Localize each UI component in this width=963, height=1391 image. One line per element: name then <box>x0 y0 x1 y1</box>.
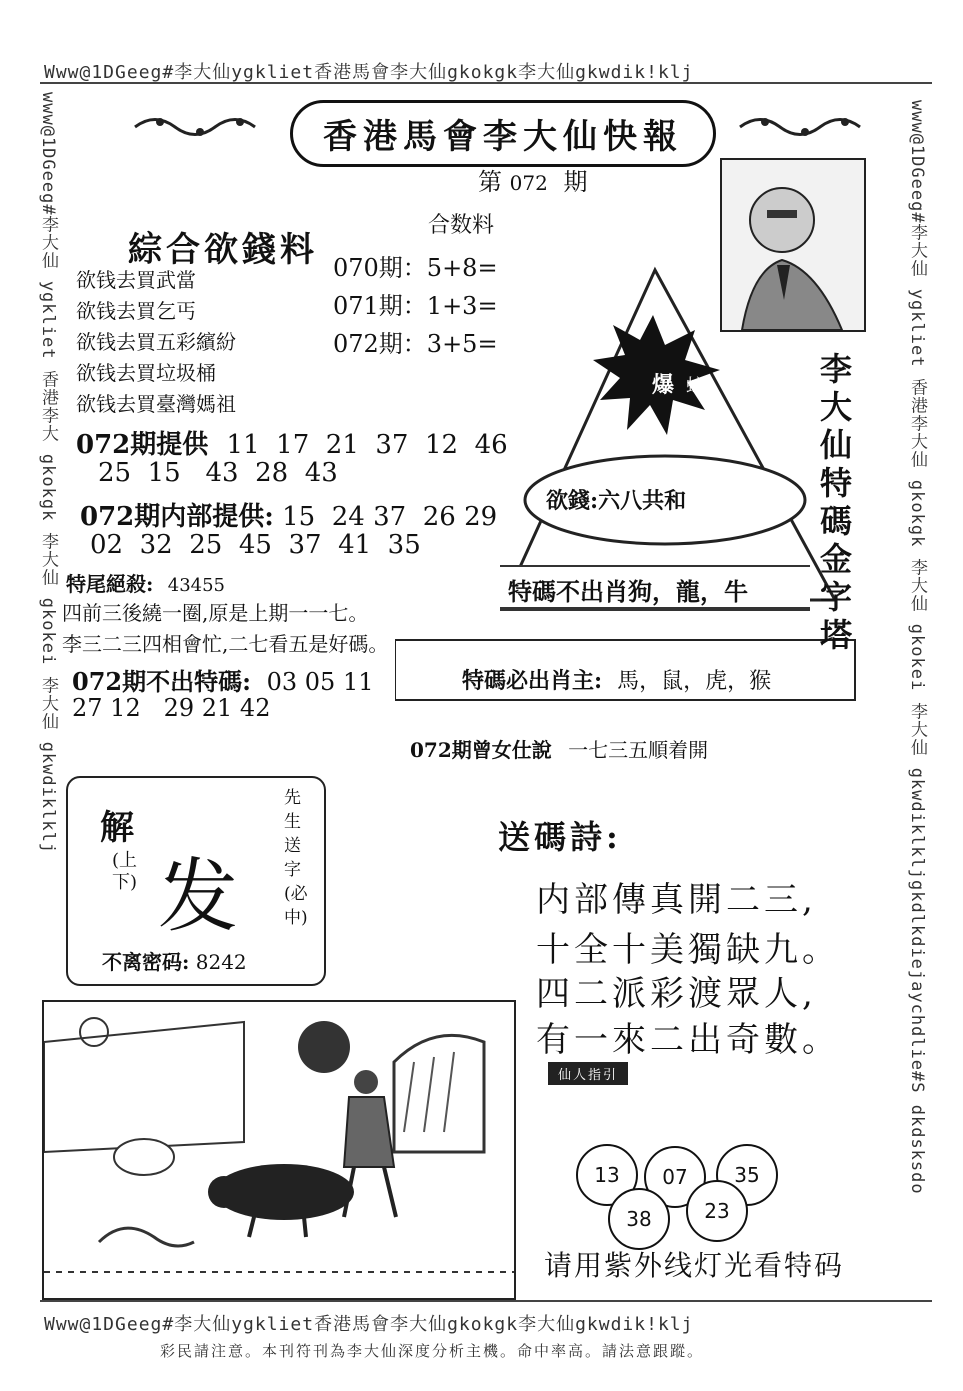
jie-char: 发 <box>158 850 238 943</box>
top-border <box>40 82 932 84</box>
combo-row: 070期：5+8= <box>333 254 498 282</box>
tail-kill <box>66 568 225 597</box>
not-out-line2: 27 12 29 21 42 <box>72 694 271 722</box>
combo-row: 071期：1+3= <box>333 292 498 320</box>
burst-char: 爆 <box>652 372 675 398</box>
zonghe-heading: 綜合欲錢料 <box>128 230 318 270</box>
yuqian-text: 欲錢:六八共和 <box>546 488 687 514</box>
header-ornament-right <box>735 110 875 144</box>
number-ball: 07 <box>644 1146 706 1208</box>
not-out-numbers: 03 05 11 <box>266 668 374 696</box>
must-out-label: 特碼必出肖主: <box>462 668 603 694</box>
zonghe-item: 欲钱去買武當 <box>76 268 196 292</box>
must-out-value: 馬，鼠，虎，猴 <box>617 669 772 694</box>
issue-number <box>478 162 587 197</box>
number-ball: 35 <box>716 1144 778 1206</box>
combo-heading: 合数料 <box>428 213 495 238</box>
tail-kill-label: 特尾絕殺: <box>66 572 154 596</box>
internal-numbers: 15 24 37 26 29 <box>282 502 498 532</box>
jie-code <box>102 946 247 975</box>
burst-text: 蛇 <box>686 376 704 397</box>
zonghe-item: 欲钱去買臺灣媽祖 <box>76 392 236 416</box>
zonghe-item: 欲钱去買垃圾桶 <box>76 361 216 385</box>
page-title: 香港馬會李大仙快報 <box>290 100 716 167</box>
jie-code-label: 不离密码: <box>102 950 190 974</box>
not-out-zodiac: 特碼不出肖狗，龍，牛 <box>508 577 748 606</box>
riddle-line: 李三二三四相會忙,二七看五是好碼。 <box>62 632 389 656</box>
jie-label: 解 <box>100 808 134 848</box>
pyramid-side-title: 李大仙特碼金字塔 <box>820 350 853 654</box>
combo-row: 072期：3+5= <box>333 330 498 358</box>
number-ball: 13 <box>576 1144 638 1206</box>
zeng-line <box>410 734 708 763</box>
poem-heading: 送碼詩: <box>498 818 622 856</box>
provide-numbers: 11 17 21 37 12 46 <box>226 430 508 460</box>
number-ball: 23 <box>686 1180 748 1242</box>
poem-line: 十全十美獨缺九。 <box>536 930 840 970</box>
issue-suffix: 期 <box>563 168 588 196</box>
watermark-top: Www@1DGeeg#李大仙ygkliet香港馬會李大仙gkokgk李大仙gkwdik!klj <box>44 62 694 83</box>
provide-label: 072期提供 <box>76 430 209 460</box>
must-out-zodiac <box>462 664 771 695</box>
provide-line2: 25 15 43 28 43 <box>98 458 338 488</box>
zeng-label: 072期曾女仕說 <box>410 738 552 762</box>
tail-kill-value: 43455 <box>167 575 226 596</box>
riddle-line: 四前三後繞一圈,原是上期一一七。 <box>62 601 369 625</box>
poem-line: 内部傳真開二三, <box>536 880 817 920</box>
not-out-line1 <box>72 662 373 697</box>
header-ornament-left <box>130 110 270 144</box>
issue-prefix: 第 <box>478 168 502 196</box>
poem-line: 四二派彩渡眾人, <box>536 974 817 1014</box>
zonghe-item: 欲钱去買五彩繽紛 <box>76 330 236 354</box>
internal-line2: 02 32 25 45 37 41 35 <box>90 530 421 560</box>
jie-sub: (上下) <box>112 850 138 893</box>
poem-stamp: 仙人指引 <box>548 1062 628 1085</box>
watermark-right: www@1DGeeg#李大仙 ygkliet 香港李大仙 gkokgk 李大仙 gkokei 李大仙 gkwdiklkljgkdlkdiejaychdlie#S dkdsksdo <box>907 100 927 1195</box>
jie-side: 先生送字(必中) <box>284 788 308 928</box>
zeng-value: 一七三五順着開 <box>568 738 709 762</box>
illustration-image <box>42 1000 516 1300</box>
number-ball: 38 <box>608 1188 670 1250</box>
internal-label: 072期内部提供: <box>80 502 274 532</box>
issue-value: 072 <box>509 171 548 195</box>
uv-note: 请用紫外线灯光看特码 <box>544 1249 845 1282</box>
not-out-label: 072期不出特碼: <box>72 667 251 696</box>
watermark-bottom: Www@1DGeeg#李大仙ygkliet香港馬會李大仙gkokgk李大仙gkwdik!klj <box>44 1314 694 1335</box>
watermark-left: www@1DGeeg#李大仙 ygkliet 香港李大 gkokgk 李大仙 gkokei 李大仙 gkwdiklklj <box>38 92 58 855</box>
footer-note: 彩民請注意。本刊符刊為李大仙深度分析主機。命中率高。請法意跟蹤。 <box>160 1342 705 1360</box>
jie-code-value: 8242 <box>195 950 247 974</box>
zonghe-item: 欲钱去買乞丐 <box>76 299 196 323</box>
bottom-border <box>40 1300 932 1302</box>
poem-line: 有一來二出奇數。 <box>536 1020 840 1060</box>
